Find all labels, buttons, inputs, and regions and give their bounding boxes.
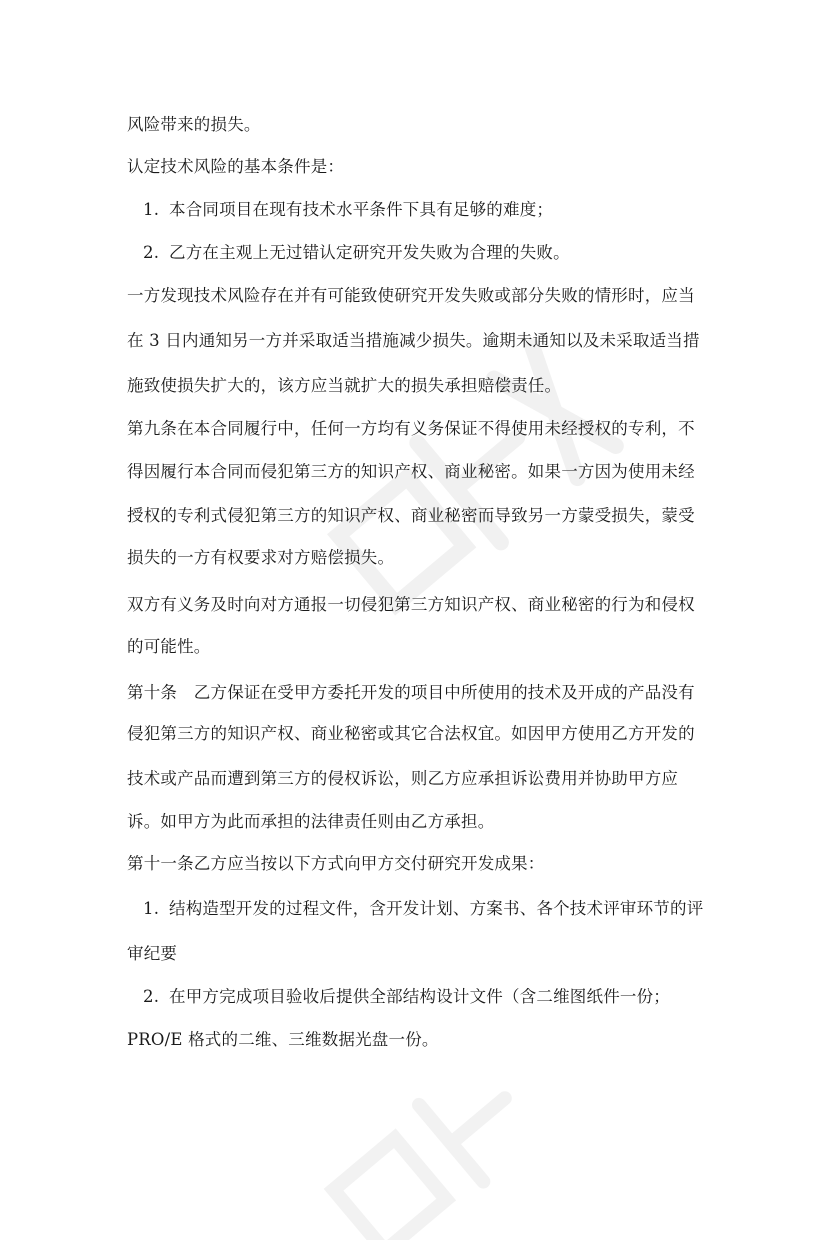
list-item: [143, 986, 670, 1008]
paragraph-line: 第十条 乙方保证在受甲方委托开发的项目中所使用的技术及开成的产品没有: [127, 683, 695, 702]
paragraph-line: 侵犯第三方的知识产权、商业秘密或其它合法权宜。如因甲方使用乙方开发的: [127, 724, 695, 743]
list-item-text: 在甲方完成项目验收后提供全部结构设计文件（含二维图纸件一份；: [169, 987, 670, 1006]
paragraph-line: 授权的专利式侵犯第三方的知识产权、商业秘密而导致另一方蒙受损失，蒙受: [127, 506, 695, 525]
paragraph-line: 审纪要: [127, 944, 178, 963]
list-item-text: 乙方在主观上无过错认定研究开发失败为合理的失败。: [169, 243, 570, 262]
list-number: 1.: [143, 899, 160, 918]
list-item-text: 结构造型开发的过程文件，含开发计划、方案书、各个技术评审环节的评: [169, 899, 704, 918]
list-number: 2.: [143, 987, 160, 1006]
paragraph-line: 技术或产品而遭到第三方的侵权诉讼，则乙方应承担诉讼费用并协助甲方应: [127, 769, 679, 788]
paragraph-line: 一方发现技术风险存在并有可能致使研究开发失败或部分失败的情形时，应当: [127, 286, 695, 305]
list-number: 2.: [143, 243, 160, 262]
watermark: [280, 300, 660, 680]
list-item: [143, 898, 703, 920]
list-number: 1.: [143, 200, 160, 219]
paragraph-line: PRO/E 格式的二维、三维数据光盘一份。: [127, 1030, 439, 1049]
paragraph-line: 第十一条乙方应当按以下方式向甲方交付研究开发成果：: [127, 854, 545, 873]
paragraph-line: 诉。如甲方为此而承担的法律责任则由乙方承担。: [127, 812, 495, 831]
list-item: [143, 199, 553, 221]
list-item-text: 本合同项目在现有技术水平条件下具有足够的难度；: [169, 200, 554, 219]
paragraph-line: 第九条在本合同履行中，任何一方均有义务保证不得使用未经授权的专利，不: [127, 419, 695, 438]
paragraph-line: 风险带来的损失。: [127, 115, 261, 134]
watermark-bottom: [290, 1040, 620, 1240]
paragraph-line: 得因履行本合同而侵犯第三方的知识产权、商业秘密。如果一方因为使用未经: [127, 462, 695, 481]
paragraph-line: 双方有义务及时向对方通报一切侵犯第三方知识产权、商业秘密的行为和侵权: [127, 595, 695, 614]
paragraph-line: 在 3 日内通知另一方并采取适当措施减少损失。逾期未通知以及未采取适当措: [127, 331, 700, 350]
paragraph-line: 损失的一方有权要求对方赔偿损失。: [127, 548, 395, 567]
paragraph-line: 认定技术风险的基本条件是：: [127, 157, 345, 176]
paragraph-line: 施致使损失扩大的，该方应当就扩大的损失承担赔偿责任。: [127, 376, 562, 395]
paragraph-line: 的可能性。: [127, 637, 211, 656]
list-item: [143, 242, 570, 264]
